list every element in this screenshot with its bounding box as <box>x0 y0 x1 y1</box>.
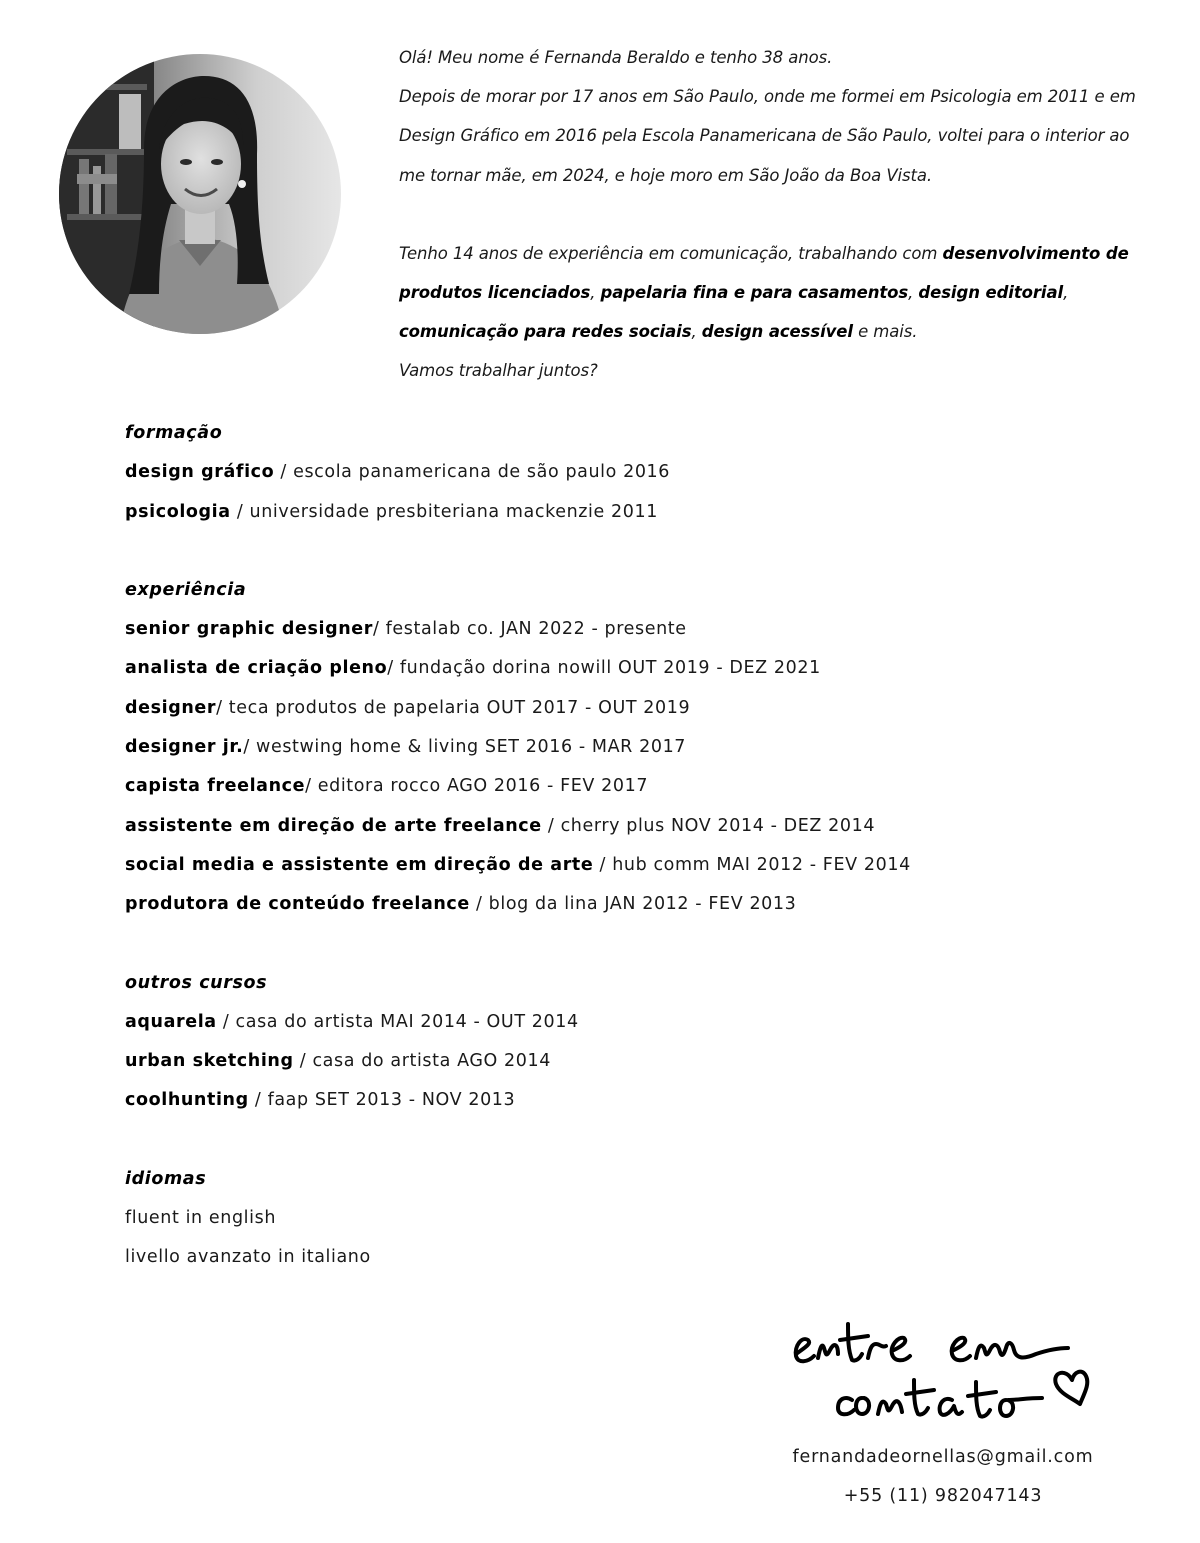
experience-item <box>125 610 1025 649</box>
job-detail: / editora rocco AGO 2016 - FEV 2017 <box>305 776 649 797</box>
job-detail: / blog da lina JAN 2012 - FEV 2013 <box>469 894 797 915</box>
course-title: coolhunting <box>125 1090 249 1111</box>
course-detail: / casa do artista MAI 2014 - OUT 2014 <box>216 1011 579 1032</box>
paragraph-gap <box>399 195 1159 234</box>
experience-section <box>125 571 1025 925</box>
job-detail: / westwing home & living SET 2016 - MAR 2017 <box>243 737 687 758</box>
languages-section <box>125 1160 1025 1278</box>
skill-stationery: papelaria fina e para casamentos <box>600 283 909 303</box>
course-item <box>125 1042 1025 1081</box>
job-title: social media e assistente em direção de arte <box>125 854 594 875</box>
education-heading: formação <box>125 423 223 443</box>
experience-item <box>125 885 1025 924</box>
education-item <box>125 493 1025 532</box>
education-detail: / universidade presbiteriana mackenzie 2011 <box>230 501 658 522</box>
job-title: senior graphic designer <box>125 619 373 640</box>
signature-script <box>790 1318 1100 1430</box>
portrait-illustration <box>59 54 341 334</box>
course-item <box>125 1003 1025 1042</box>
contact-block <box>760 1438 1126 1517</box>
job-detail: / festalab co. JAN 2022 - presente <box>373 619 687 640</box>
job-title: designer jr. <box>125 737 244 758</box>
course-title: urban sketching <box>125 1051 294 1072</box>
handwritten-signature <box>790 1318 1100 1430</box>
intro-bio: Depois de morar por 17 anos em São Paulo, onde me formei em Psicologia em 2011 e em Design Gráfico em 2016 pela Escola Panamericana de São Paulo, voltei para o interior ao me tornar mãe, em 2024, e hoje moro em São João da Boa Vista. <box>399 87 1136 185</box>
course-item <box>125 1081 1025 1120</box>
heart-icon <box>1055 1372 1087 1404</box>
intro-cta: Vamos trabalhar juntos? <box>399 361 598 381</box>
course-title: aquarela <box>125 1011 217 1032</box>
courses-section <box>125 964 1025 1121</box>
education-title: psicologia <box>125 501 231 522</box>
job-detail: / teca produtos de papelaria OUT 2017 - OUT 2019 <box>216 697 691 718</box>
contact-email[interactable]: fernandadeornellas@gmail.com <box>792 1447 1094 1467</box>
cv-body <box>125 414 1025 1317</box>
course-detail: / faap SET 2013 - NOV 2013 <box>248 1090 516 1111</box>
experience-item <box>125 689 1025 728</box>
skill-licensed-products: desenvolvimento de produtos licenciados <box>399 243 1129 303</box>
intro-tail: e mais. <box>852 322 918 342</box>
skill-social-media: comunicação para redes sociais <box>399 322 692 342</box>
intro-experience <box>399 234 1159 352</box>
education-title: design gráfico <box>125 462 275 483</box>
experience-item <box>125 767 1025 806</box>
job-title: assistente em direção de arte freelance <box>125 815 542 836</box>
intro-greeting: Olá! Meu nome é Fernanda Beraldo e tenho 38 anos. <box>399 48 833 67</box>
experience-item <box>125 846 1025 885</box>
education-section <box>125 414 1025 532</box>
job-title: designer <box>125 697 217 718</box>
experience-heading: experiência <box>125 579 247 600</box>
separator: , <box>1063 283 1069 303</box>
skill-editorial-design: design editorial <box>918 283 1064 303</box>
job-title: capista freelance <box>125 776 306 797</box>
job-detail: / fundação dorina nowill OUT 2019 - DEZ 2021 <box>387 658 821 679</box>
intro-experience-lead: Tenho 14 anos de experiência em comunicação, trabalhando com <box>399 243 943 263</box>
skill-accessible-design: design acessível <box>701 322 853 342</box>
language-item: fluent in english <box>125 1208 277 1229</box>
contact-phone[interactable]: +55 (11) 982047143 <box>843 1486 1043 1507</box>
experience-item <box>125 649 1025 688</box>
education-item <box>125 453 1025 492</box>
separator: , <box>908 283 919 303</box>
experience-item <box>125 807 1025 846</box>
job-detail: / hub comm MAI 2012 - FEV 2014 <box>593 854 911 875</box>
job-detail: / cherry plus NOV 2014 - DEZ 2014 <box>541 815 876 836</box>
language-item: livello avanzato in italiano <box>125 1247 371 1268</box>
separator: , <box>590 283 601 303</box>
job-title: produtora de conteúdo freelance <box>125 894 470 915</box>
languages-heading: idiomas <box>125 1168 207 1189</box>
separator: , <box>691 322 702 342</box>
course-detail: / casa do artista AGO 2014 <box>293 1051 551 1072</box>
job-title: analista de criação pleno <box>125 658 388 679</box>
intro-section <box>399 38 1159 391</box>
profile-photo <box>59 54 341 334</box>
experience-item <box>125 728 1025 767</box>
education-detail: / escola panamericana de são paulo 2016 <box>274 462 671 483</box>
courses-heading: outros cursos <box>125 972 268 993</box>
